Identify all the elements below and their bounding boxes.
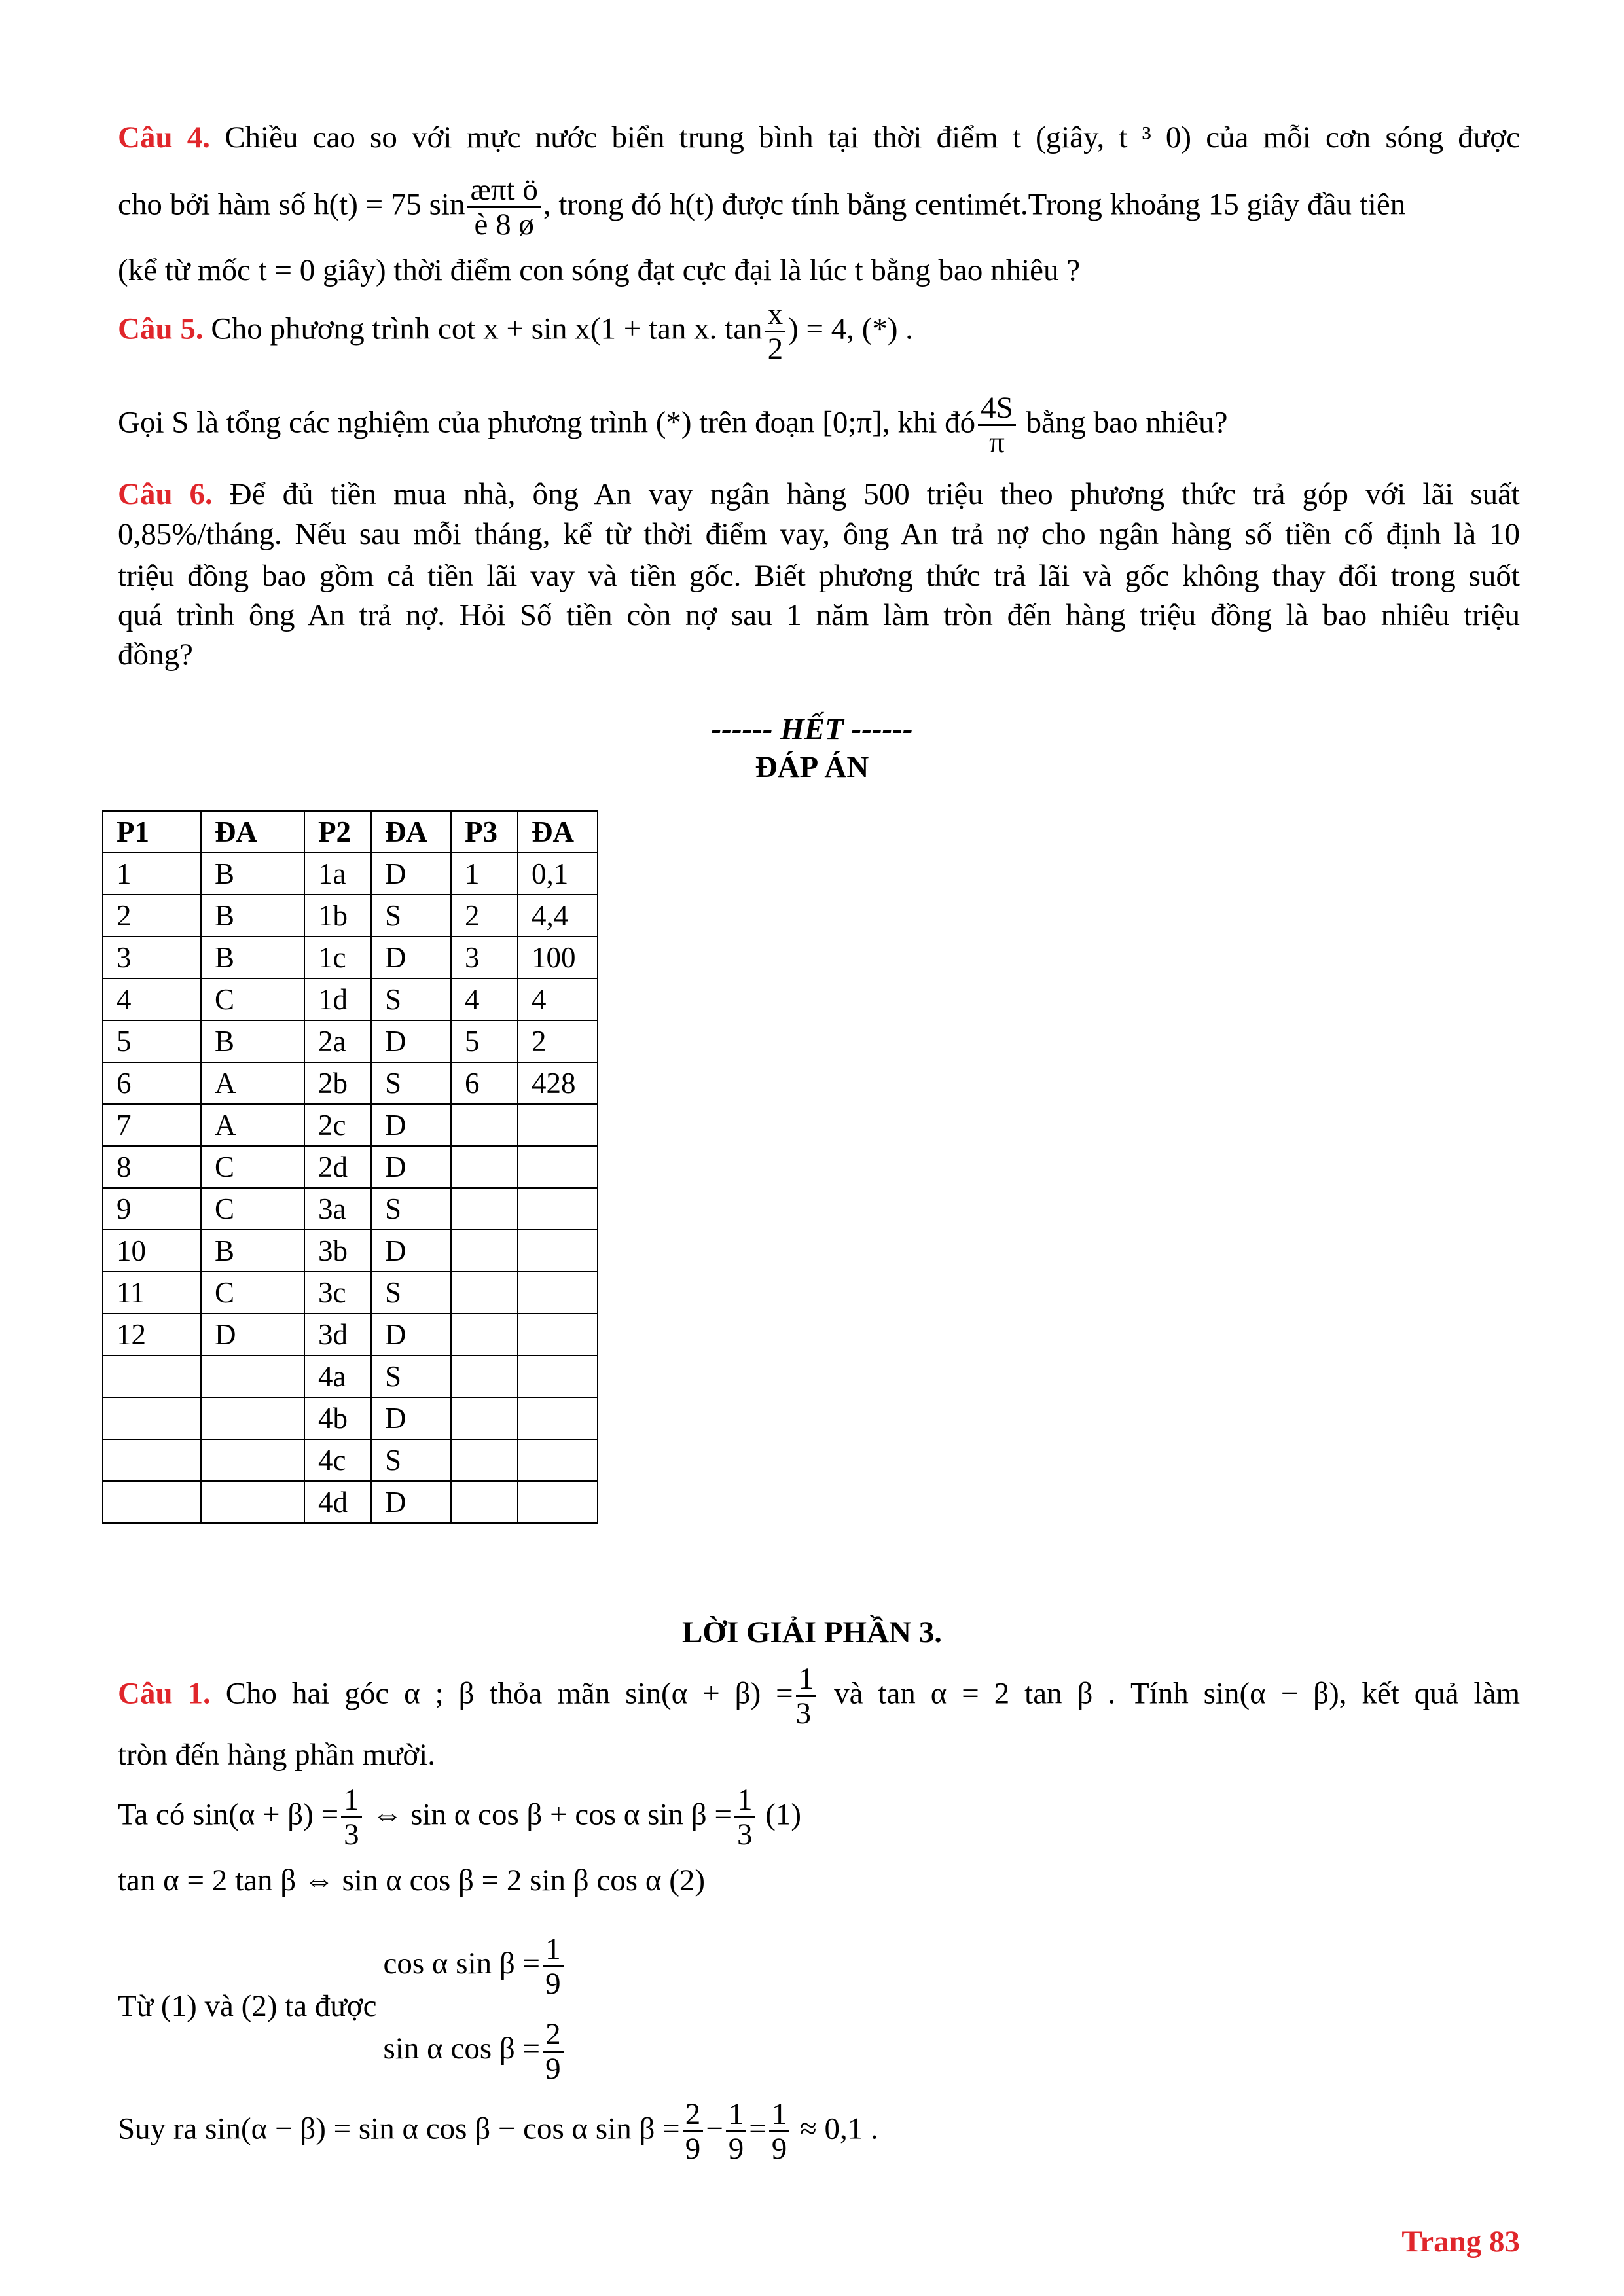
- table-cell: 6: [103, 1062, 201, 1104]
- table-cell: 3c: [304, 1272, 371, 1314]
- frac-den: π: [989, 425, 1005, 459]
- s1-line6: [118, 2098, 1520, 2165]
- table-cell: 3: [451, 937, 518, 978]
- table-row: [103, 1188, 598, 1230]
- q6-line5: đồng?: [118, 637, 193, 672]
- table-cell: C: [201, 1272, 304, 1314]
- table-cell: S: [371, 1439, 451, 1481]
- table-cell: [451, 1397, 518, 1439]
- table-row: [103, 853, 598, 895]
- q6-line1: [118, 476, 1520, 512]
- q4-label: Câu 4.: [118, 120, 211, 154]
- table-row: [103, 1230, 598, 1272]
- frac-num: x: [765, 298, 786, 332]
- table-cell: C: [201, 1188, 304, 1230]
- table-cell: [103, 1355, 201, 1397]
- table-cell: 4,4: [518, 895, 598, 937]
- table-row: [103, 1272, 598, 1314]
- table-cell: B: [201, 853, 304, 895]
- equation-system: [384, 1921, 566, 2091]
- q5-text2: Gọi S là tổng các nghiệm của phương trình (*) trên đoạn [0;π], khi đó: [118, 405, 976, 440]
- frac-num: 1: [543, 1933, 564, 1967]
- q4-line1: [118, 119, 1520, 156]
- fraction: [543, 2018, 564, 2085]
- fraction: [543, 1933, 564, 2000]
- table-row: [103, 1104, 598, 1146]
- q5-fraction: [765, 298, 786, 365]
- table-cell: [518, 1397, 598, 1439]
- table-cell: D: [371, 1481, 451, 1523]
- q6-line2: 0,85%/tháng. Nếu sau mỗi tháng, kể từ thời điểm vay, ông An trả nợ cho ngân hàng số tiền cố định là 10: [118, 517, 1520, 551]
- math: Ta có sin(α + β) =: [118, 1797, 339, 1832]
- table-row: [103, 937, 598, 978]
- fraction: [734, 1784, 755, 1851]
- table-cell: 2d: [304, 1146, 371, 1188]
- table-cell: S: [371, 895, 451, 937]
- table-cell: [518, 1188, 598, 1230]
- table-cell: 1a: [304, 853, 371, 895]
- header-cell: P3: [451, 811, 518, 853]
- table-cell: [518, 1230, 598, 1272]
- table-row: [103, 1020, 598, 1062]
- table-cell: B: [201, 895, 304, 937]
- table-cell: 2: [103, 895, 201, 937]
- frac-den: 9: [771, 2132, 787, 2166]
- table-cell: S: [371, 1062, 451, 1104]
- frac-num: 1: [341, 1784, 362, 1818]
- table-cell: [451, 1439, 518, 1481]
- table-cell: 3b: [304, 1230, 371, 1272]
- q4-line2: [118, 173, 1520, 241]
- table-cell: [518, 1439, 598, 1481]
- table-cell: 2b: [304, 1062, 371, 1104]
- answer-title: ĐÁP ÁN: [755, 750, 869, 784]
- fraction: [796, 1662, 817, 1730]
- math: =: [749, 2111, 767, 2146]
- table-cell: [451, 1188, 518, 1230]
- s1-label: Câu 1.: [118, 1676, 211, 1711]
- math: ⇔ sin α cos β + cos α sin β =: [372, 1797, 732, 1832]
- frac-den: 3: [344, 1818, 359, 1852]
- table-cell: A: [201, 1062, 304, 1104]
- table-cell: 9: [103, 1188, 201, 1230]
- table-row: [103, 1397, 598, 1439]
- table-cell: S: [371, 978, 451, 1020]
- table-cell: 1: [103, 853, 201, 895]
- q4-text2: , trong đó h(t) được tính bằng centimét.Trong khoảng 15 giây đầu tiên: [543, 187, 1406, 222]
- table-cell: [103, 1397, 201, 1439]
- table-cell: 0,1: [518, 853, 598, 895]
- table-cell: S: [371, 1272, 451, 1314]
- table-cell: B: [201, 937, 304, 978]
- table-cell: 7: [103, 1104, 201, 1146]
- table-cell: 5: [103, 1020, 201, 1062]
- math: −: [706, 2111, 723, 2146]
- table-cell: B: [201, 1020, 304, 1062]
- frac-den: è 8 ø: [474, 207, 534, 242]
- table-cell: 428: [518, 1062, 598, 1104]
- frac-num: 1: [734, 1784, 755, 1818]
- table-cell: [518, 1146, 598, 1188]
- q4-text: Chiều cao so với mực nước biển trung bình tại thời điểm t (giây, t ³ 0) của mỗi cơn sóng được: [225, 120, 1520, 154]
- frac-num: 2: [543, 2018, 564, 2053]
- q4-formula: cho bởi hàm số h(t) = 75 sin: [118, 187, 465, 222]
- eq-number: (1): [765, 1797, 802, 1832]
- table-cell: 4: [518, 978, 598, 1020]
- table-cell: 4d: [304, 1481, 371, 1523]
- table-cell: C: [201, 1146, 304, 1188]
- q6-line3: triệu đồng bao gồm cả tiền lãi vay và tiền gốc. Biết phương thức trả lãi và gốc không thay đổi trong suốt: [118, 559, 1520, 593]
- table-cell: D: [371, 1314, 451, 1355]
- table-cell: [451, 1314, 518, 1355]
- table-cell: [518, 1355, 598, 1397]
- table-cell: 3: [103, 937, 201, 978]
- q5-label: Câu 5.: [118, 312, 204, 346]
- s1-line5: [118, 1921, 1520, 2091]
- s1-text: Cho hai góc α ; β thỏa mãn sin(α + β) =: [225, 1676, 793, 1711]
- frac-num: 1: [796, 1662, 817, 1697]
- frac-num: 1: [769, 2098, 790, 2132]
- table-cell: 1c: [304, 937, 371, 978]
- q4-fraction: [467, 173, 540, 241]
- table-cell: 11: [103, 1272, 201, 1314]
- frac-den: 3: [795, 1696, 812, 1731]
- header-cell: ĐA: [518, 811, 598, 853]
- table-cell: [518, 1104, 598, 1146]
- math: Từ (1) và (2) ta được: [118, 1989, 377, 2023]
- table-cell: [451, 1146, 518, 1188]
- table-cell: D: [371, 1020, 451, 1062]
- table-row: [103, 1481, 598, 1523]
- frac-den: 9: [685, 2132, 701, 2166]
- table-cell: 8: [103, 1146, 201, 1188]
- table-cell: D: [371, 853, 451, 895]
- table-cell: D: [371, 1104, 451, 1146]
- table-cell: 100: [518, 937, 598, 978]
- table-cell: D: [371, 1397, 451, 1439]
- table-row: [103, 1314, 598, 1355]
- table-cell: [451, 1481, 518, 1523]
- table-header: [103, 811, 598, 853]
- table-cell: D: [371, 1146, 451, 1188]
- table-cell: [201, 1439, 304, 1481]
- math: sin α cos β =: [383, 2032, 541, 2066]
- header-cell: P2: [304, 811, 371, 853]
- q5-text: Cho phương trình cot x + sin x(1 + tan x. tan: [211, 312, 763, 346]
- table-cell: 6: [451, 1062, 518, 1104]
- q5-line1: [118, 298, 1520, 365]
- fraction: [341, 1784, 362, 1851]
- table-cell: 2c: [304, 1104, 371, 1146]
- table-cell: [518, 1314, 598, 1355]
- table-cell: D: [371, 1230, 451, 1272]
- math: cos α sin β =: [383, 1946, 541, 1981]
- frac-den: 2: [767, 332, 784, 366]
- table-cell: [103, 1439, 201, 1481]
- table-cell: A: [201, 1104, 304, 1146]
- s1-line2: tròn đến hàng phần mười.: [118, 1738, 435, 1772]
- table-cell: [451, 1355, 518, 1397]
- solution-title: LỜI GIẢI PHẦN 3.: [682, 1615, 942, 1649]
- table-cell: S: [371, 1188, 451, 1230]
- frac-den: 9: [545, 2051, 561, 2086]
- q4-line3: (kể từ mốc t = 0 giây) thời điểm con sóng đạt cực đại là lúc t bằng bao nhiêu ?: [118, 253, 1081, 287]
- table-cell: 5: [451, 1020, 518, 1062]
- table-cell: 4: [103, 978, 201, 1020]
- table-cell: [201, 1481, 304, 1523]
- table-cell: [518, 1481, 598, 1523]
- table-cell: 2: [451, 895, 518, 937]
- table-cell: 4b: [304, 1397, 371, 1439]
- table-cell: 3a: [304, 1188, 371, 1230]
- table-cell: [518, 1272, 598, 1314]
- s1-line3: [118, 1784, 1520, 1851]
- table-row: [103, 1355, 598, 1397]
- page-number: Trang 83: [1401, 2225, 1520, 2259]
- fraction: [769, 2098, 790, 2165]
- table-row: [103, 895, 598, 937]
- table-cell: 12: [103, 1314, 201, 1355]
- table-cell: S: [371, 1355, 451, 1397]
- table-cell: C: [201, 978, 304, 1020]
- q5-fraction2: [978, 391, 1016, 459]
- table-cell: 1d: [304, 978, 371, 1020]
- table-cell: 4c: [304, 1439, 371, 1481]
- table-row: [103, 1062, 598, 1104]
- s1-line4: tan α = 2 tan β ⇔ sin α cos β = 2 sin β cos α (2): [118, 1863, 706, 1897]
- header-cell: ĐA: [201, 811, 304, 853]
- q5-text-end: ) = 4, (*) .: [788, 312, 914, 346]
- q5-text3: bằng bao nhiêu?: [1026, 405, 1228, 440]
- table-cell: 10: [103, 1230, 201, 1272]
- q5-line2: [118, 391, 1520, 459]
- table-cell: D: [201, 1314, 304, 1355]
- frac-den: 9: [545, 1966, 561, 2001]
- fraction: [726, 2098, 747, 2165]
- frac-den: 3: [736, 1818, 753, 1852]
- table-cell: 4: [451, 978, 518, 1020]
- table-cell: [451, 1104, 518, 1146]
- math: ≈ 0,1 .: [799, 2111, 878, 2146]
- table-row: [103, 978, 598, 1020]
- table-cell: 4a: [304, 1355, 371, 1397]
- table-cell: [103, 1481, 201, 1523]
- math: Suy ra sin(α − β) = sin α cos β − cos α sin β =: [118, 2111, 680, 2146]
- frac-num: 1: [726, 2098, 747, 2132]
- table-cell: D: [371, 937, 451, 978]
- frac-den: 9: [728, 2132, 744, 2166]
- s1-text2: và tan α = 2 tan β . Tính sin(α − β), kết quả làm: [834, 1676, 1521, 1711]
- table-cell: 3d: [304, 1314, 371, 1355]
- answer-table: [102, 810, 598, 1524]
- table-cell: [201, 1397, 304, 1439]
- table-cell: 2a: [304, 1020, 371, 1062]
- header-cell: P1: [103, 811, 201, 853]
- table-row: [103, 1146, 598, 1188]
- table-cell: [451, 1272, 518, 1314]
- s1-line1: [118, 1662, 1520, 1730]
- table-row: [103, 1439, 598, 1481]
- fraction: [683, 2098, 704, 2165]
- q6-text: Để đủ tiền mua nhà, ông An vay ngân hàng 500 triệu theo phương thức trả góp với lãi suất: [229, 477, 1520, 511]
- frac-num: 2: [683, 2098, 704, 2132]
- table-cell: [201, 1355, 304, 1397]
- header-cell: ĐA: [371, 811, 451, 853]
- table-cell: 1b: [304, 895, 371, 937]
- frac-num: æπt ö: [467, 173, 540, 208]
- table-cell: 1: [451, 853, 518, 895]
- table-cell: B: [201, 1230, 304, 1272]
- frac-num: 4S: [978, 391, 1016, 426]
- table-cell: [451, 1230, 518, 1272]
- end-mark: ------ HẾT ------: [711, 712, 913, 746]
- q6-line4: quá trình ông An trả nợ. Hỏi Số tiền còn nợ sau 1 năm làm tròn đến hàng triệu đồng là bao nhiêu triệu: [118, 598, 1520, 632]
- q6-label: Câu 6.: [118, 477, 213, 511]
- table-cell: 2: [518, 1020, 598, 1062]
